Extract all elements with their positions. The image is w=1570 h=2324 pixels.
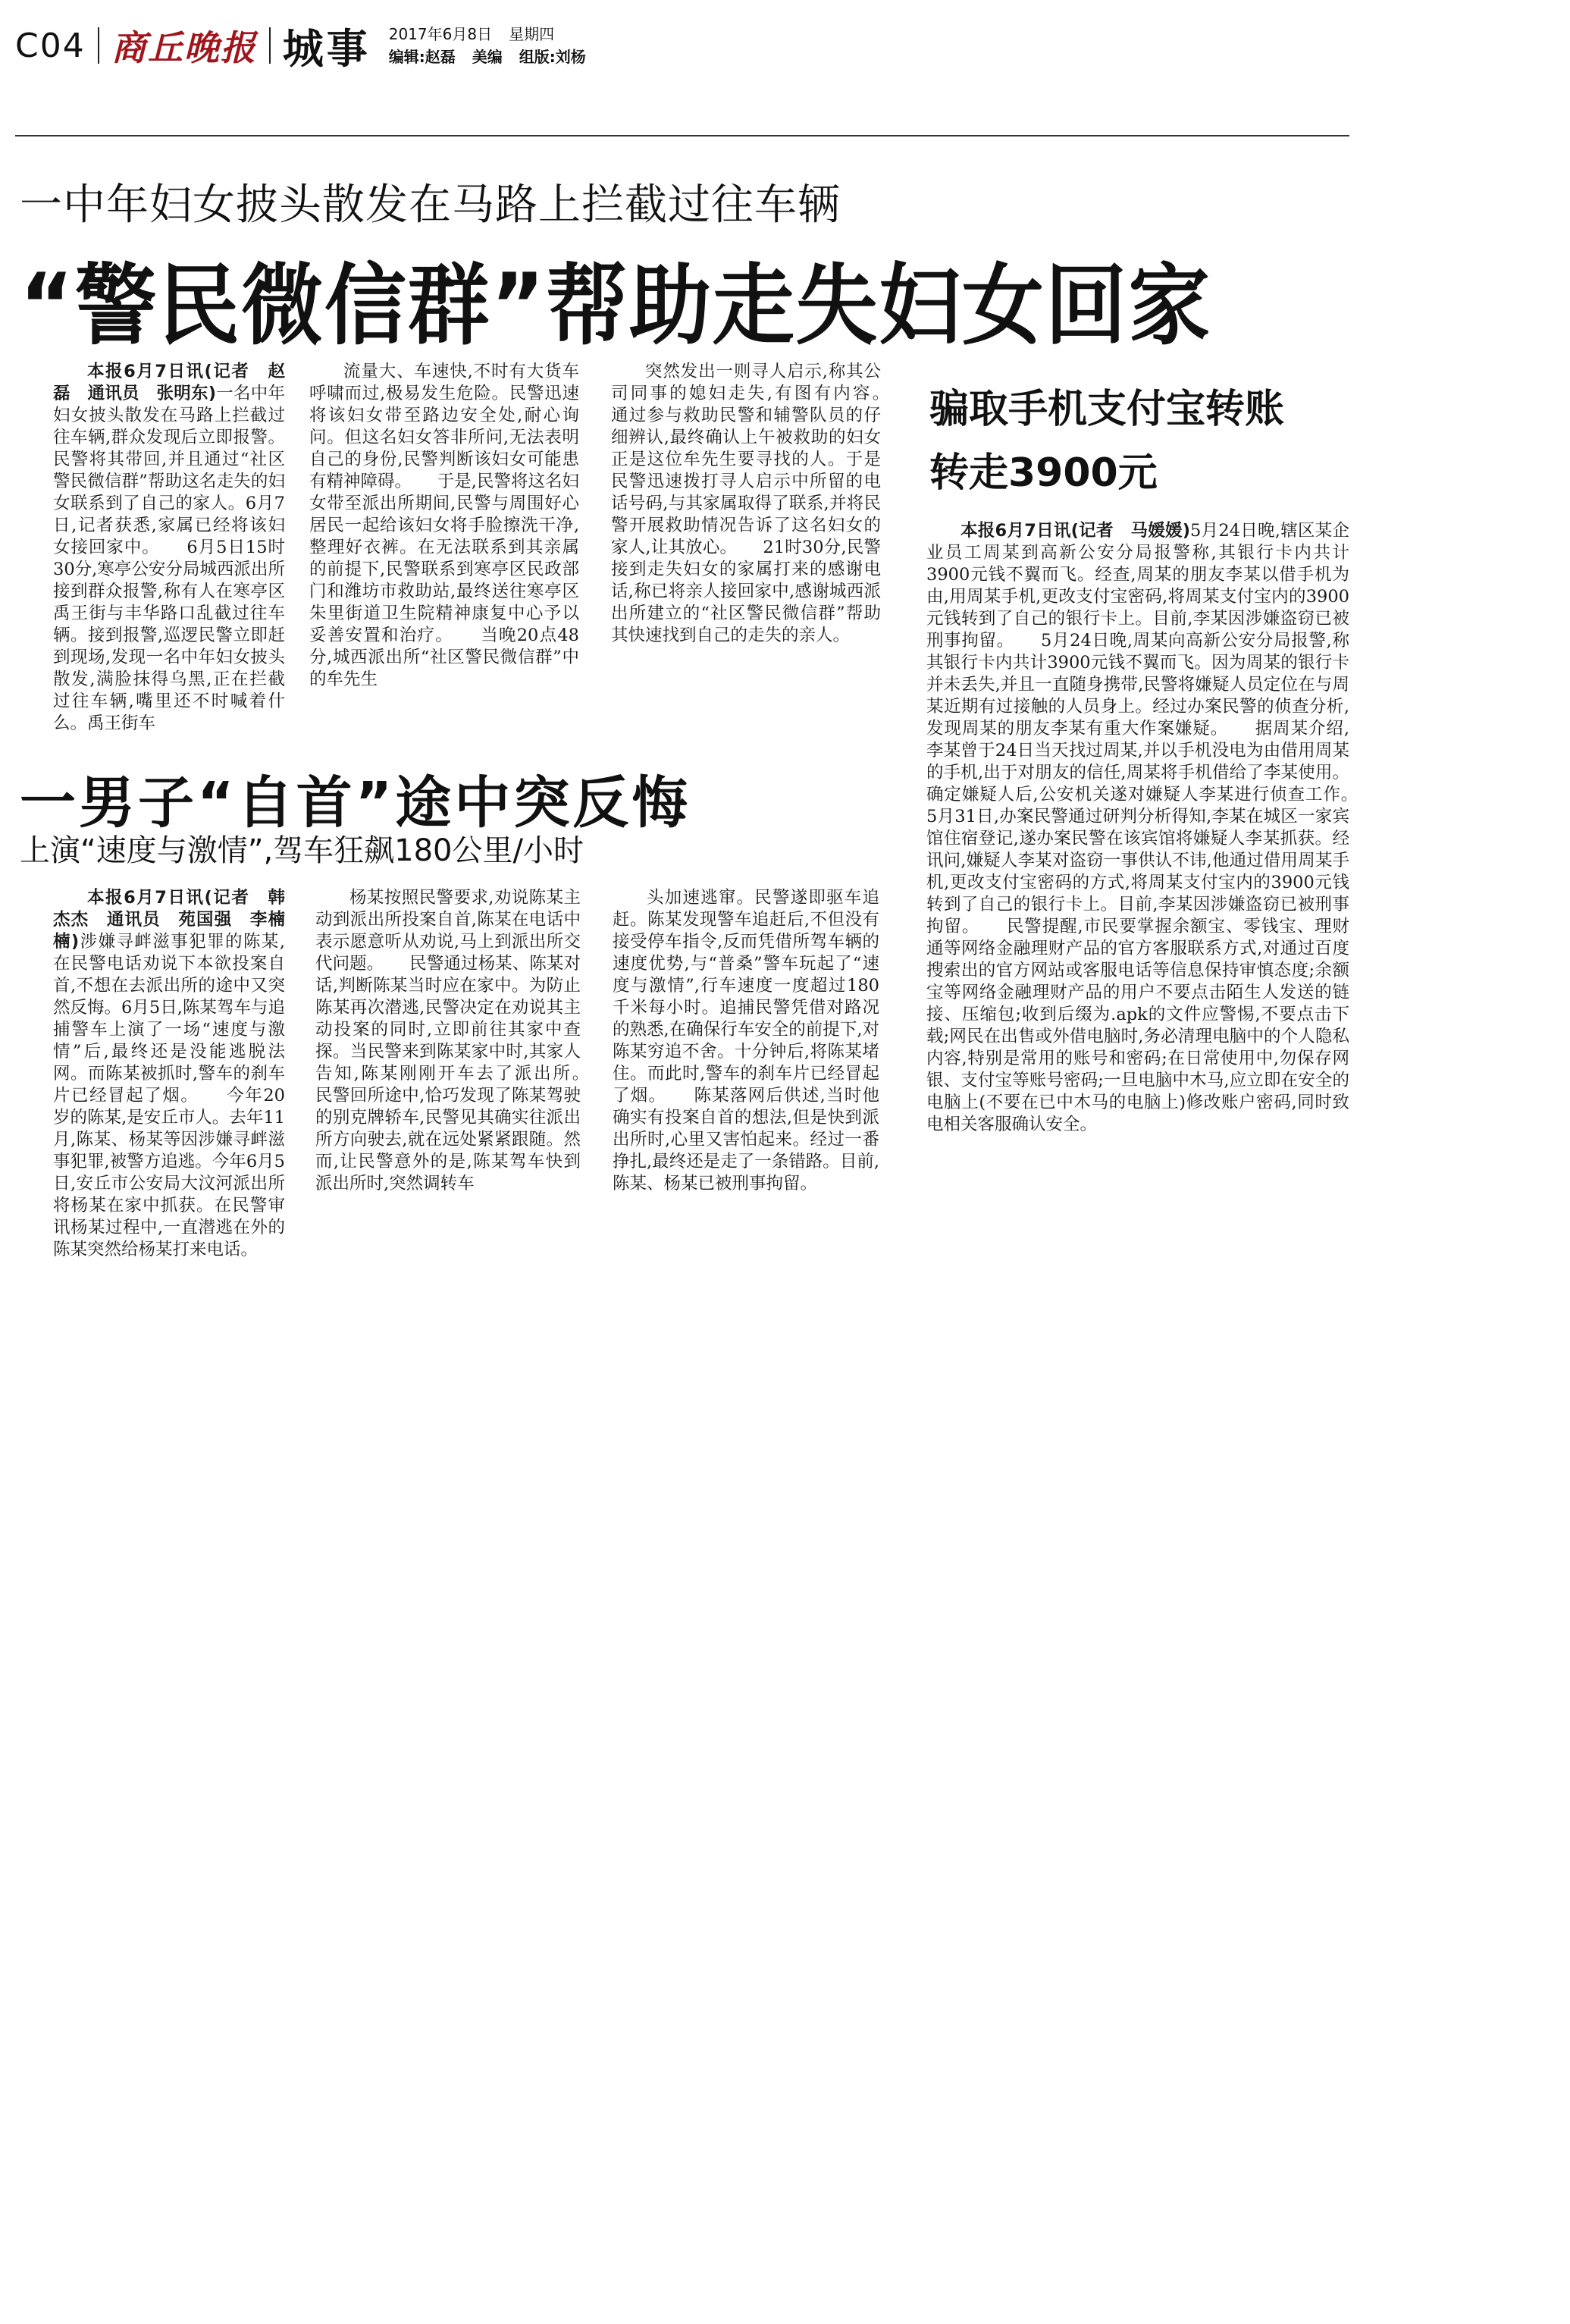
header-divider	[98, 27, 99, 64]
article3-byline: 本报6月7日讯(记者 马媛媛)	[960, 521, 1191, 541]
article2-column-1	[53, 887, 285, 1304]
header-rule	[15, 135, 1349, 136]
article2-subheadline: 上演“速度与激情”,驾车狂飙180公里/小时	[20, 833, 584, 868]
article1-column-text: 流量大、车速快,不时有大货车呼啸而过,极易发生危险。民警迅速将该妇女带至路边安全处,耐心询问。但这名妇女答非所问,无法表明自己的身份,民警判断该妇女可能患有精神障碍。 于是,民警将这名妇女带至派出所期间,民警与周围好心居民一起给该妇女将手脸擦洗干净,整理好衣裤。在无法联系到其亲属的前提下,民警联系到寒亭区民政部门和潍坊市救助站,最终送往寒亭区朱里街道卫生院精神康复中心予以妥善安置和治疗。 当晚20点48分,城西派出所“社区警民微信群”中的牟先生	[309, 362, 579, 689]
article3-body	[926, 520, 1384, 1271]
newspaper-logo: 商丘晚报	[111, 27, 257, 68]
page-number: C04	[15, 26, 86, 65]
article3-headline-line1: 骗取手机支付宝转账	[929, 387, 1285, 432]
article2-column-text: 杨某按照民警要求,劝说陈某主动到派出所投案自首,陈某在电话中表示愿意听从劝说,马上到派出所交代问题。 民警通过杨某、陈某对话,判断陈某当时应在家中。为防止陈某再次潜逃,民警决定在劝说其主动投案的同时,立即前往其家中查探。当民警来到陈某家中时,其家人告知,陈某刚刚开车去了派出所。 民警回所途中,恰巧发现了陈某驾驶的别克牌轿车,民警见其确实往派出所方向驶去,就在远处紧紧跟随。然而,让民警意外的是,陈某驾车快到派出所时,突然调转车	[315, 888, 616, 1193]
article1-column-3	[611, 361, 916, 725]
article1-kicker: 一中年妇女披头散发在马路上拦截过往车辆	[20, 180, 841, 230]
article2-column-text: 头加速逃窜。民警遂即驱车追赶。陈某发现警车追赶后,不但没有接受停车指令,反而凭借所驾车辆的速度优势,与“普桑”警车玩起了“速度与激情”,行车速度一度超过180千米每小时。追捕民警凭借对路况的熟悉,在确保行车安全的前提下,对陈某穷追不舍。十分钟后,将陈某堵住。而此时,警车的刹车片已经冒起了烟。 陈某落网后供述,当时他确实有投案自首的想法,但是快到派出所时,心里又害怕起来。经过一番挣扎,最终还是走了一条错路。目前,陈某、杨某已被刑事拘留。	[613, 888, 879, 1193]
article3-body-text: 5月24日晚,辖区某企业员工周某到高新公安分局报警称,其银行卡内共计3900元钱不翼而飞。经查,周某的朋友李某以借手机为由,用周某手机,更改支付宝密码,将周某支付宝内的3900元钱转到了自己的银行卡上。目前,李某因涉嫌盗窃已被刑事拘留。 5月24日晚,周某向高新公安分局报警,称其银行卡内共计3900元钱不翼而飞。因为周某的银行卡并未丢失,并且一直随身携带,民警将嫌疑人员定位在与周某近期有过接触的人员身上。经过办案民警的侦查分析,发现周某的朋友李某有重大作案嫌疑。 据周某介绍,李某曾于24日当天找过周某,并以手机没电为由借用周某的手机,出于对朋友的信任,周某将手机借给了李某使用。确定嫌疑人后,公安机关遂对嫌疑人李某进行侦查工作。 5月31日,办案民警通过研判分析得知,李某在城区一家宾馆住宿登记,遂办案民警在该宾馆将嫌疑人李某抓获。经讯问,嫌疑人李某对盗窃一事供认不讳,他通过借用周某手机,更改支付宝密码的方式,将周某支付宝内的3900元钱转到了自己的银行卡上。目前,李某因涉嫌盗窃已被刑事拘留。 民警提醒,市民要掌握余额宝、零钱宝、理财通等网络金融理财产品的官方客服联系方式,对通过百度搜索出的官方网站或客服电话等信息保持审慎态度;余额宝等网络金融理财产品的用户不要点击陌生人发送的链接、压缩包;收到后缀为.apk的文件应警惕,不要点击下载;网民在出售或外借电脑时,务必清理电脑中的个人隐私内容,特别是常用的账号和密码;在日常使用中,勿保存网银、支付宝等账号密码;一旦电脑中木马,应立即在安全的电脑上(不要在已中木马的电脑上)修改账户密码,同时致电相关客服确认安全。	[926, 521, 1384, 1134]
article1-column-1	[53, 361, 285, 733]
page-header	[15, 15, 603, 76]
article2-headline: 一男子“自首”途中突反悔	[20, 770, 691, 836]
layout-credit: 组版:刘杨	[519, 48, 586, 66]
issue-weekday: 星期四	[509, 25, 555, 43]
article2-column-2	[315, 887, 616, 1304]
article3-headline	[929, 378, 1284, 505]
article1-column-text: 一名中年妇女披头散发在马路上拦截过往车辆,群众发现后立即报警。民警将其带回,并且通过“社区警民微信群”帮助这名走失的妇女联系到了自己的家人。6月7日,记者获悉,家属已经将该妇女接回家中。 6月5日15时30分,寒亭公安分局城西派出所接到群众报警,称有人在寒亭区禹王街与丰华路口乱截过往车辆。接到报警,巡逻民警立即赶到现场,发现一名中年妇女披头散发,满脸抹得乌黑,正在拦截过往车辆,嘴里还不时喊着什么。禹王街车	[53, 384, 285, 733]
editor-credit: 编辑:赵磊	[388, 48, 456, 66]
article2-column-3	[613, 887, 879, 1304]
issue-date: 2017年6月8日	[388, 25, 493, 43]
article2-byline: 本报6月7日讯(记者 韩杰杰 通讯员 苑国强 李楠楠)	[53, 888, 285, 952]
article2-column-text: 涉嫌寻衅滋事犯罪的陈某,在民警电话劝说下本欲投案自首,不想在去派出所的途中又突然反悔。6月5日,陈某驾车与追捕警车上演了一场“速度与激情”后,最终还是没能逃脱法网。而陈某被抓时,警车的刹车片已经冒起了烟。 今年20岁的陈某,是安丘市人。去年11月,陈某、杨某等因涉嫌寻衅滋事犯罪,被警方追逃。今年6月5日,安丘市公安局大汶河派出所将杨某在家中抓获。在民警审讯杨某过程中,一直潜逃在外的陈某突然给杨某打来电话。	[53, 932, 285, 1259]
article1-column-2	[309, 361, 579, 725]
designer-credit: 美编	[472, 48, 503, 66]
article1-byline: 本报6月7日讯(记者 赵磊 通讯员 张明东)	[53, 362, 285, 403]
article1-headline: “警民微信群”帮助走失妇女回家	[20, 255, 1212, 357]
edition-meta	[389, 23, 603, 68]
header-divider	[269, 27, 271, 64]
article1-column-text: 突然发出一则寻人启示,称其公司同事的媳妇走失,有图有内容。 通过参与救助民警和辅警队员的仔细辨认,最终确认上午被救助的妇女正是这位牟先生要寻找的人。于是民警迅速拨打寻人启示中所留的电话号码,与其家属取得了联系,并将民警开展救助情况告诉了这名妇女的家人,让其放心。 21时30分,民警接到走失妇女的家属打来的感谢电话,称已将亲人接回家中,感谢城西派出所建立的“社区警民微信群”帮助其快速找到自己的走失的亲人。	[611, 362, 916, 645]
section-title: 城事	[282, 24, 371, 73]
article3-headline-line2: 转走3900元	[929, 450, 1158, 496]
